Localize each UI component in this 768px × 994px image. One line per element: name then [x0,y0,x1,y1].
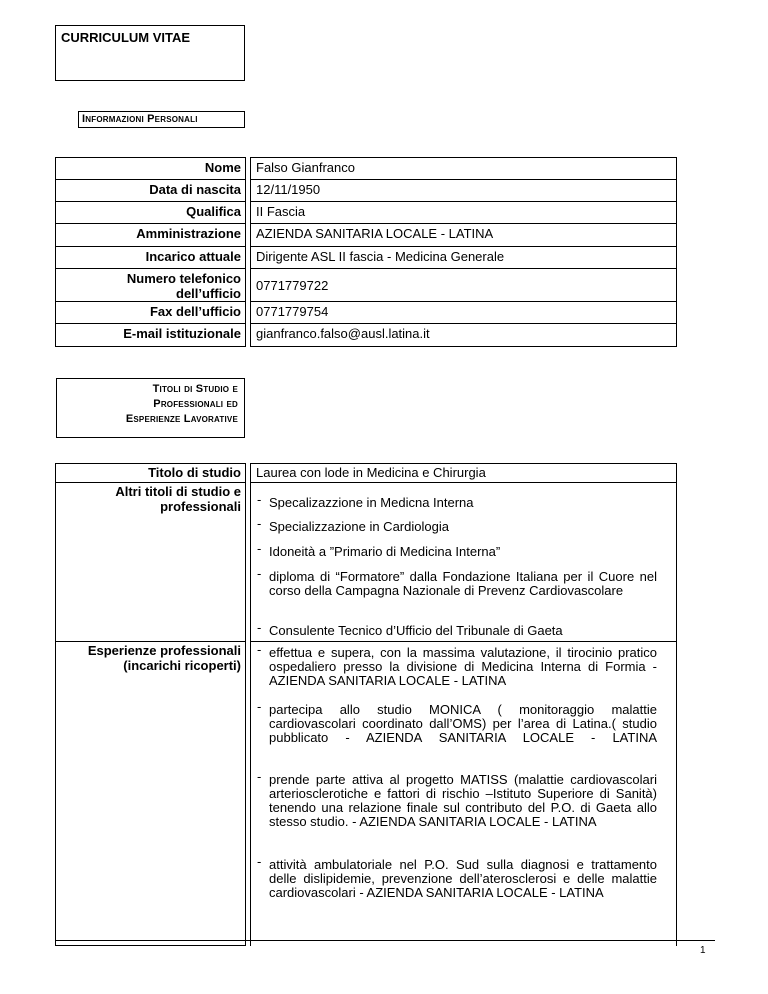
label-fax: Fax dell’ufficio [55,301,246,324]
list-item-other-3 [257,541,657,559]
label-esperienze: Esperienze professionali (incarichi ricoperti) [55,641,246,946]
cv-title: CURRICULUM VITAE [61,30,191,45]
dash-bullet: - [257,642,262,657]
label-altri-titoli: Altri titoli di studio e professionali [55,482,246,642]
label-amministrazione: Amministrazione [55,223,246,247]
list-item-other-1 [257,492,657,510]
section-title-education-line2: Professionali ed [153,398,238,410]
list-item-other-4 [257,566,657,598]
section-header-education [56,378,245,438]
item-text: diploma di “Formatore” dalla Fondazione Italiana per il Cuore nel corso della Campagna Nazionale di Prevenz Cardiovascolare [269,569,657,598]
section-title-education-line3: Esperienze Lavorative [125,413,238,425]
section-header-personal [78,111,245,128]
value-titolo-studio: Laurea con lode in Medicina e Chirurgia [250,463,677,483]
value-email: gianfranco.falso@ausl.latina.it [250,323,677,347]
label-incarico: Incarico attuale [55,246,246,269]
cv-title-box [55,25,245,81]
section-title-education-line1: Titoli di Studio e [152,383,238,395]
dash-bullet: - [257,699,262,714]
list-item-experience-4 [257,854,657,900]
label-nome: Nome [55,157,246,180]
dash-bullet: - [257,620,262,635]
item-text: Consulente Tecnico d’Ufficio del Tribunale di Gaeta [269,623,563,638]
list-item-experience-3 [257,769,657,829]
item-text: prende parte attiva al progetto MATISS (malattie cardiovascolari arteriosclerotiche e fattori di rischio –Istituto Superiore di Sanità) tenendo una relazione finale sul contributo del P.O. di Gaeta allo stesso studio. - AZIENDA SANITARIA LOCALE - LATINA [269,772,657,829]
section-title-personal: Informazioni Personali [82,113,198,125]
item-text: Idoneità a ”Primario di Medicina Interna” [269,544,501,559]
value-fax: 0771779754 [250,301,677,324]
list-item-experience-1 [257,642,657,688]
dash-bullet: - [257,854,262,869]
dash-bullet: - [257,492,262,507]
value-incarico: Dirigente ASL II fascia - Medicina Generale [250,246,677,269]
label-email: E-mail istituzionale [55,323,246,347]
item-text: Specializzazione in Cardiologia [269,519,449,534]
item-text: effettua e supera, con la massima valutazione, il tirocinio pratico ospedaliero presso la divisione di Medicina Interna di Formia - AZIENDA SANITARIA LOCALE - LATINA [269,645,657,688]
value-data-nascita: 12/11/1950 [250,179,677,202]
page-number: 1 [700,945,706,956]
item-text: attività ambulatoriale nel P.O. Sud sulla diagnosi e trattamento delle dislipidemie, prevenzione dell’aterosclerosi e delle malattie cardiovascolari - AZIENDA SANITARIA LOCALE - LATINA [269,857,657,900]
value-telefono: 0771779722 [250,268,677,302]
label-qualifica: Qualifica [55,201,246,224]
dash-bullet: - [257,541,262,556]
item-text: Specalizazzione in Medicna Interna [269,495,474,510]
value-amministrazione: AZIENDA SANITARIA LOCALE - LATINA [250,223,677,247]
list-item-experience-2 [257,699,657,745]
dash-bullet: - [257,769,262,784]
dash-bullet: - [257,566,262,581]
value-nome: Falso Gianfranco [250,157,677,180]
list-item-other-5 [257,620,657,638]
label-data-nascita: Data di nascita [55,179,246,202]
dash-bullet: - [257,516,262,531]
value-qualifica: II Fascia [250,201,677,224]
list-item-other-2 [257,516,657,534]
label-titolo-studio: Titolo di studio [55,463,246,483]
footer-divider [55,940,715,941]
label-telefono: Numero telefonico dell’ufficio [55,268,246,302]
item-text: partecipa allo studio MONICA ( monitoraggio malattie cardiovascolari coordinato dall’OMS) per l’area di Latina.( studio pubblicato - AZIENDA SANITARIA LOCALE - LATINA [269,702,657,745]
